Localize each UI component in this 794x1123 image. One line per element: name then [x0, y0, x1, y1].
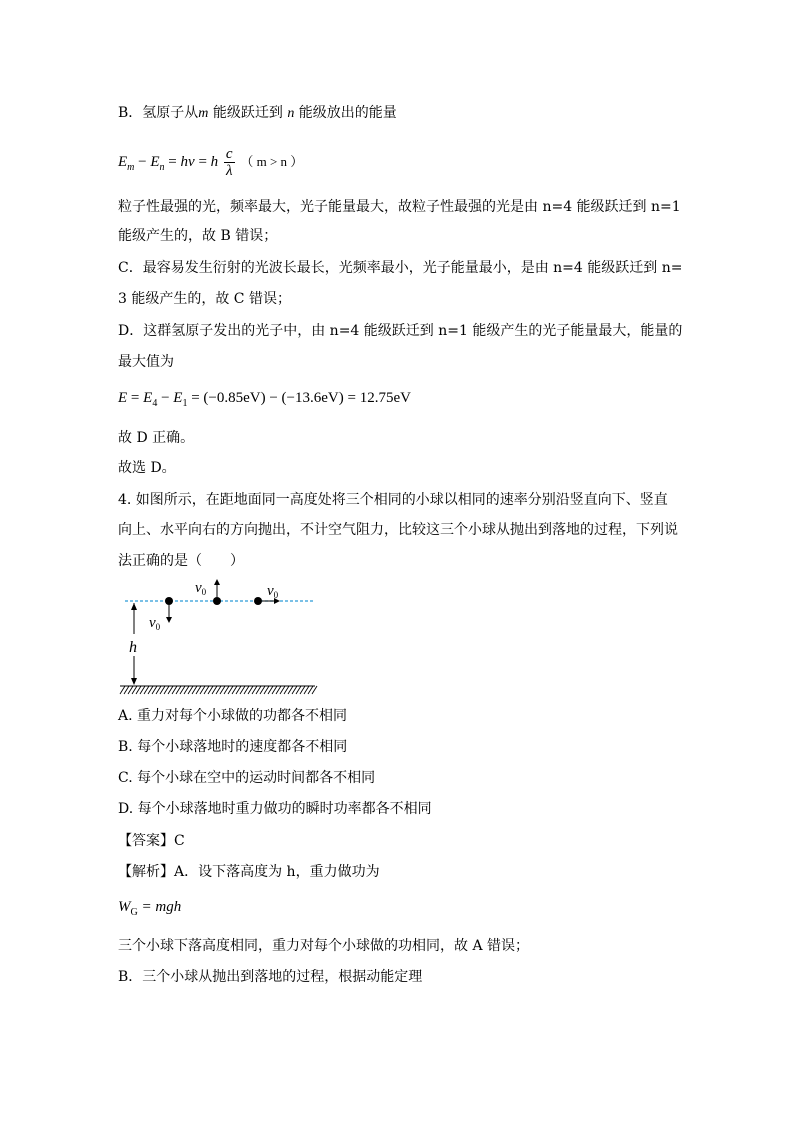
paragraph-line: 最大值为 [118, 354, 174, 370]
ground-hatching [120, 686, 317, 694]
option-d: D. 每个小球落地时重力做功的瞬时功率都各不相同 [118, 801, 432, 817]
question-4-stem: 向上、水平向右的方向抛出，不计空气阻力，比较这三个小球从抛出到落地的过程，下列说 [118, 522, 678, 538]
v0-label-up: $v_0$ [195, 580, 207, 597]
height-label: h [129, 639, 137, 656]
arrow-up-icon [214, 579, 220, 585]
option-d-explanation: D．这群氢原子发出的光子中，由 n=4 能级跃迁到 n=1 能级产生的光子能量最大，能量的 [118, 323, 683, 339]
paragraph-line: 能级产生的，故 B 错误； [118, 228, 278, 244]
analysis-line: 【解析】A．设下落高度为 h，重力做功为 [118, 864, 380, 880]
option-b: B. 每个小球落地时的速度都各不相同 [118, 739, 348, 755]
fraction-c-over-lambda: $\frac{c}{\lambda}$ [225, 146, 233, 179]
equation-condition: （ m > n ） [240, 153, 304, 169]
arrow-down-icon [166, 617, 172, 623]
paragraph-line: 粒子性最强的光，频率最大，光子能量最大，故粒子性最强的光是由 n=4 能级跃迁到 n=1 [118, 199, 681, 215]
option-a: A. 重力对每个小球做的功都各不相同 [118, 708, 348, 724]
option-d-conclusion: 故 D 正确。 [118, 430, 195, 446]
option-b-explanation-start: B．三个小球从抛出到落地的过程，根据动能定理 [118, 969, 423, 985]
energy-equation: $E_m - E_n = h\nu = h$ $\frac{c}{\lambda}$ （ m > n ） [118, 146, 304, 179]
max-energy-equation: $E = E_4 - E_1 = (-0.85eV) - (-13.6eV) = 12.75eV$ [118, 390, 411, 409]
answer-line: 【答案】C [118, 833, 185, 849]
ball-right [254, 597, 262, 605]
v0-label-right: $v_0$ [267, 583, 279, 600]
option-b-intro: B．氢原子从m 能级跃迁到 n 能级放出的能量 [118, 105, 397, 121]
question-4-stem: 4. 如图所示，在距地面同一高度处将三个相同的小球以相同的速率分别沿竖直向下、竖直 [118, 492, 668, 508]
projectile-figure [115, 572, 320, 697]
ball-up [213, 597, 221, 605]
option-c: C. 每个小球在空中的运动时间都各不相同 [118, 770, 376, 786]
option-c-conclusion: 3 能级产生的，故 C 错误； [118, 291, 291, 307]
option-a-conclusion: 三个小球下落高度相同，重力对每个小球做的功相同，故 A 错误； [118, 938, 530, 954]
option-c-explanation: C．最容易发生衍射的光波长最长，光频率最小，光子能量最小，是由 n=4 能级跃迁到 n= [118, 260, 683, 276]
ball-down [165, 597, 173, 605]
question-4-stem: 法正确的是（ ） [118, 553, 244, 569]
final-choice: 故选 D。 [118, 460, 176, 476]
v0-label-down: $v_0$ [149, 615, 161, 632]
work-equation: $W_G$ = mgh [118, 899, 182, 918]
